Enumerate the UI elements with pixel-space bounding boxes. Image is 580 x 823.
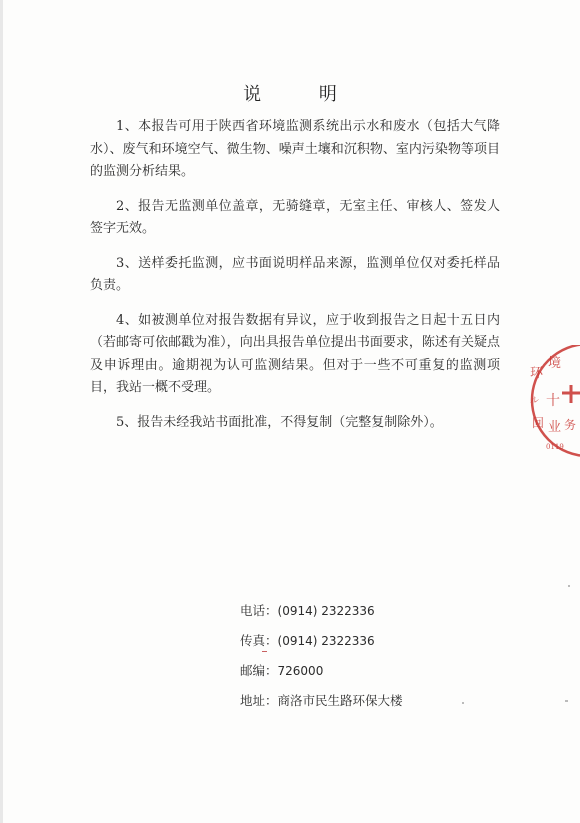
- svg-text:0119: 0119: [546, 443, 564, 451]
- svg-text:务: 务: [564, 418, 577, 432]
- fax-value: (0914) 2322336: [277, 634, 375, 648]
- contact-info: [240, 596, 403, 715]
- contact-postcode-row: [240, 656, 403, 686]
- instruction-paragraph-3: 3、送样委托监测，应书面说明样品来源，监测单位仅对委托样品负责。: [90, 255, 500, 293]
- scan-speck: [462, 702, 464, 704]
- instruction-paragraph-1: 1、本报告可用于陕西省环境监测系统出示水和废水（包括大气降水）、废气和环境空气、微生物、噪声土壤和沉积物、室内污染物等项目的监测分析结果。: [90, 119, 500, 179]
- instructions-body: [90, 116, 500, 446]
- instruction-paragraph-4: 4、如被测单位对报告数据有异议，应于收到报告之日起十五日内（若邮寄可依邮戳为准），向出具报告单位提出书面要求，陈述有关疑点及申诉理由。逾期视为认可监测结果。但对于一些不可重复的监测项目，我站一概不受理。: [90, 312, 500, 395]
- page-title: 说 明: [243, 84, 363, 105]
- address-label: 地址：: [240, 693, 278, 708]
- scan-speck: [565, 700, 568, 702]
- scan-speck: [568, 585, 570, 587]
- fax-label: 传真：: [240, 633, 278, 648]
- instruction-paragraph-2: 2、报告无监测单位盖章，无骑缝章，无室主任、审核人、签发人签字无效。: [90, 198, 500, 236]
- contact-phone-row: [240, 596, 403, 626]
- postcode-value: 726000: [277, 664, 324, 678]
- scan-speck: [262, 651, 267, 652]
- svg-text:境: 境: [548, 356, 562, 371]
- contact-address-row: [240, 686, 403, 715]
- address-value: 商洛市民生路环保大楼: [277, 693, 403, 708]
- page-edge-shadow: [0, 0, 3, 823]
- svg-text:业: 业: [548, 420, 562, 435]
- phone-value: (0914) 2322336: [277, 604, 375, 618]
- svg-text:回: 回: [532, 416, 545, 430]
- instruction-paragraph-5: 5、报告未经我站书面批准，不得复制（完整复制除外）。: [116, 414, 443, 430]
- postcode-label: 邮编：: [240, 663, 278, 678]
- svg-text:环: 环: [530, 366, 544, 381]
- phone-label: 电话：: [240, 603, 278, 618]
- svg-text:ル: ル: [530, 396, 540, 406]
- official-seal-stamp: [518, 345, 580, 465]
- svg-text:十: 十: [546, 393, 560, 409]
